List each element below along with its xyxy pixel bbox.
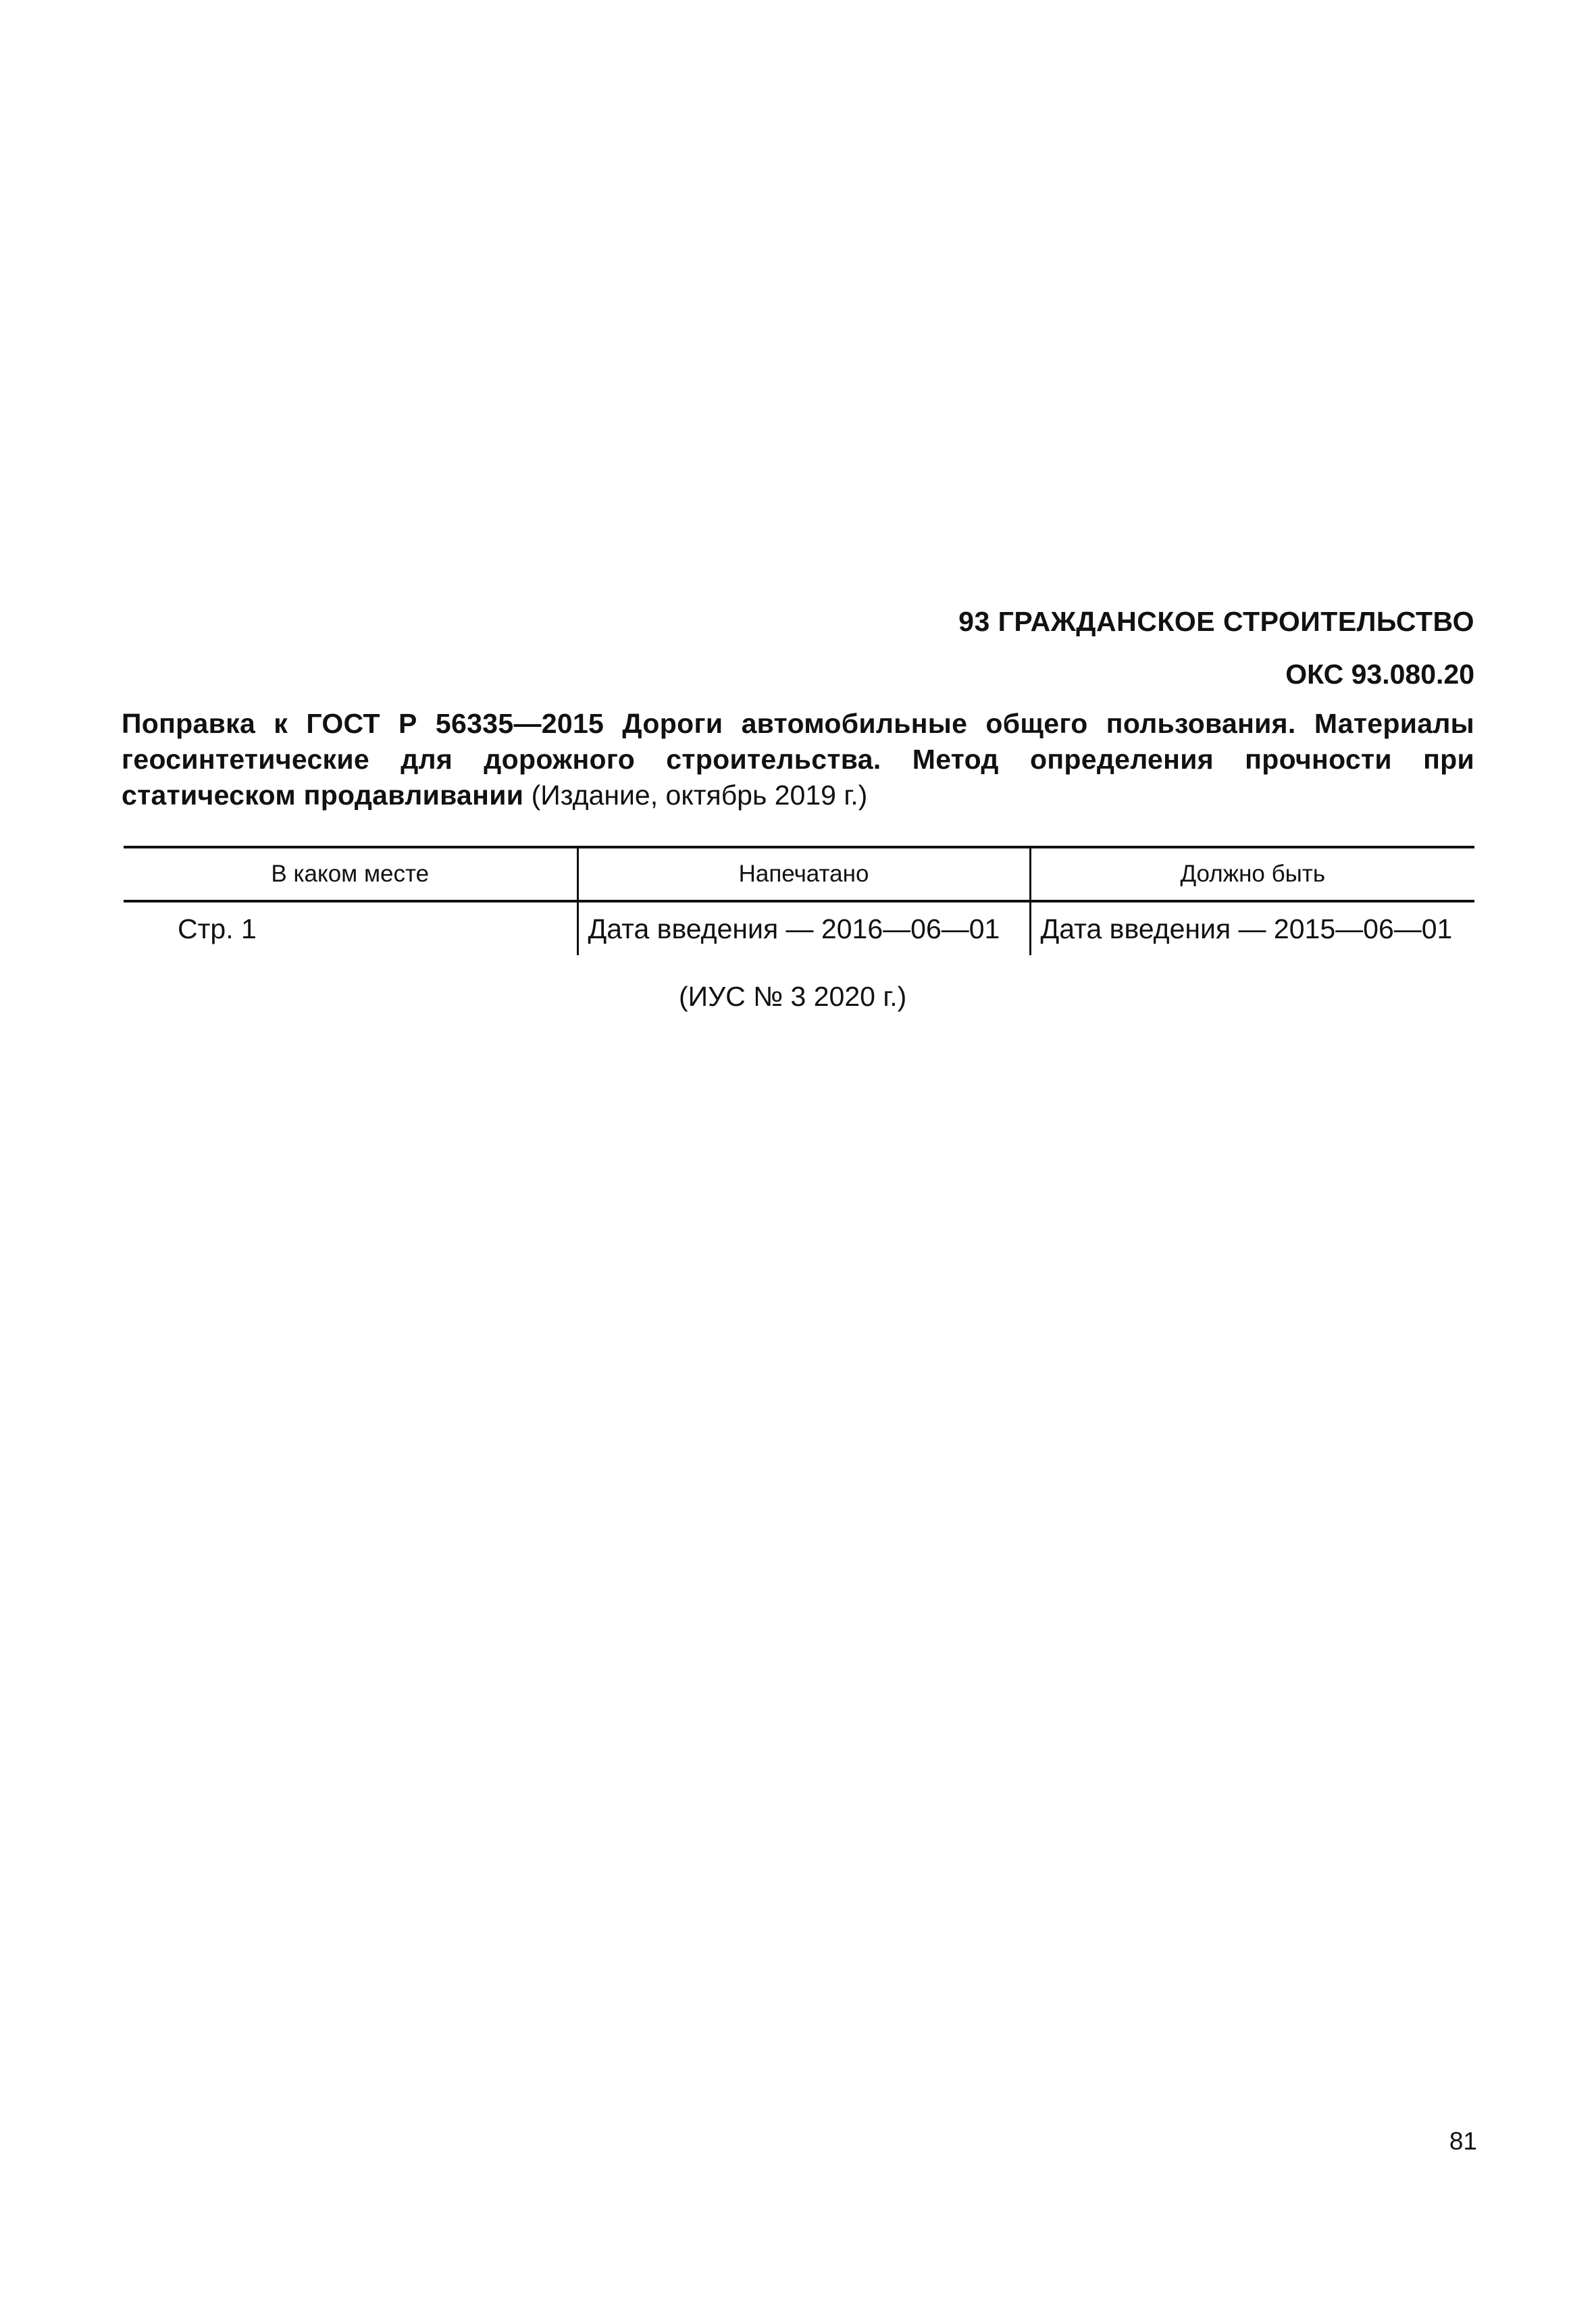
amendment-title-text: Поправка к ГОСТ Р 56335—2015 Дороги автомобильные общего пользования. Материалы геосинтетические для дорожного строительства. Метод определения прочности при статическом продавливании [122,708,1474,811]
table-header-row [124,847,1474,901]
section-heading: 93 ГРАЖДАНСКОЕ СТРОИТЕЛЬСТВО [958,606,1474,637]
table-row [124,901,1474,955]
amendment-edition: (Издание, октябрь 2019 г.) [531,780,868,811]
cell-should-be: Дата введения — 2015—06—01 [1030,901,1474,955]
cell-location: Стр. 1 [178,913,257,944]
cell-printed: Дата введения — 2016—06—01 [577,901,1030,955]
column-header-should-be: Должно быть [1030,847,1474,901]
column-header-location: В каком месте [124,847,577,901]
correction-table [124,846,1474,955]
column-header-printed: Напечатано [577,847,1030,901]
ius-note: (ИУС № 3 2020 г.) [679,981,907,1012]
oks-code: ОКС 93.080.20 [1285,659,1474,690]
page-number: 81 [1449,2127,1477,2155]
amendment-title [122,706,1474,813]
